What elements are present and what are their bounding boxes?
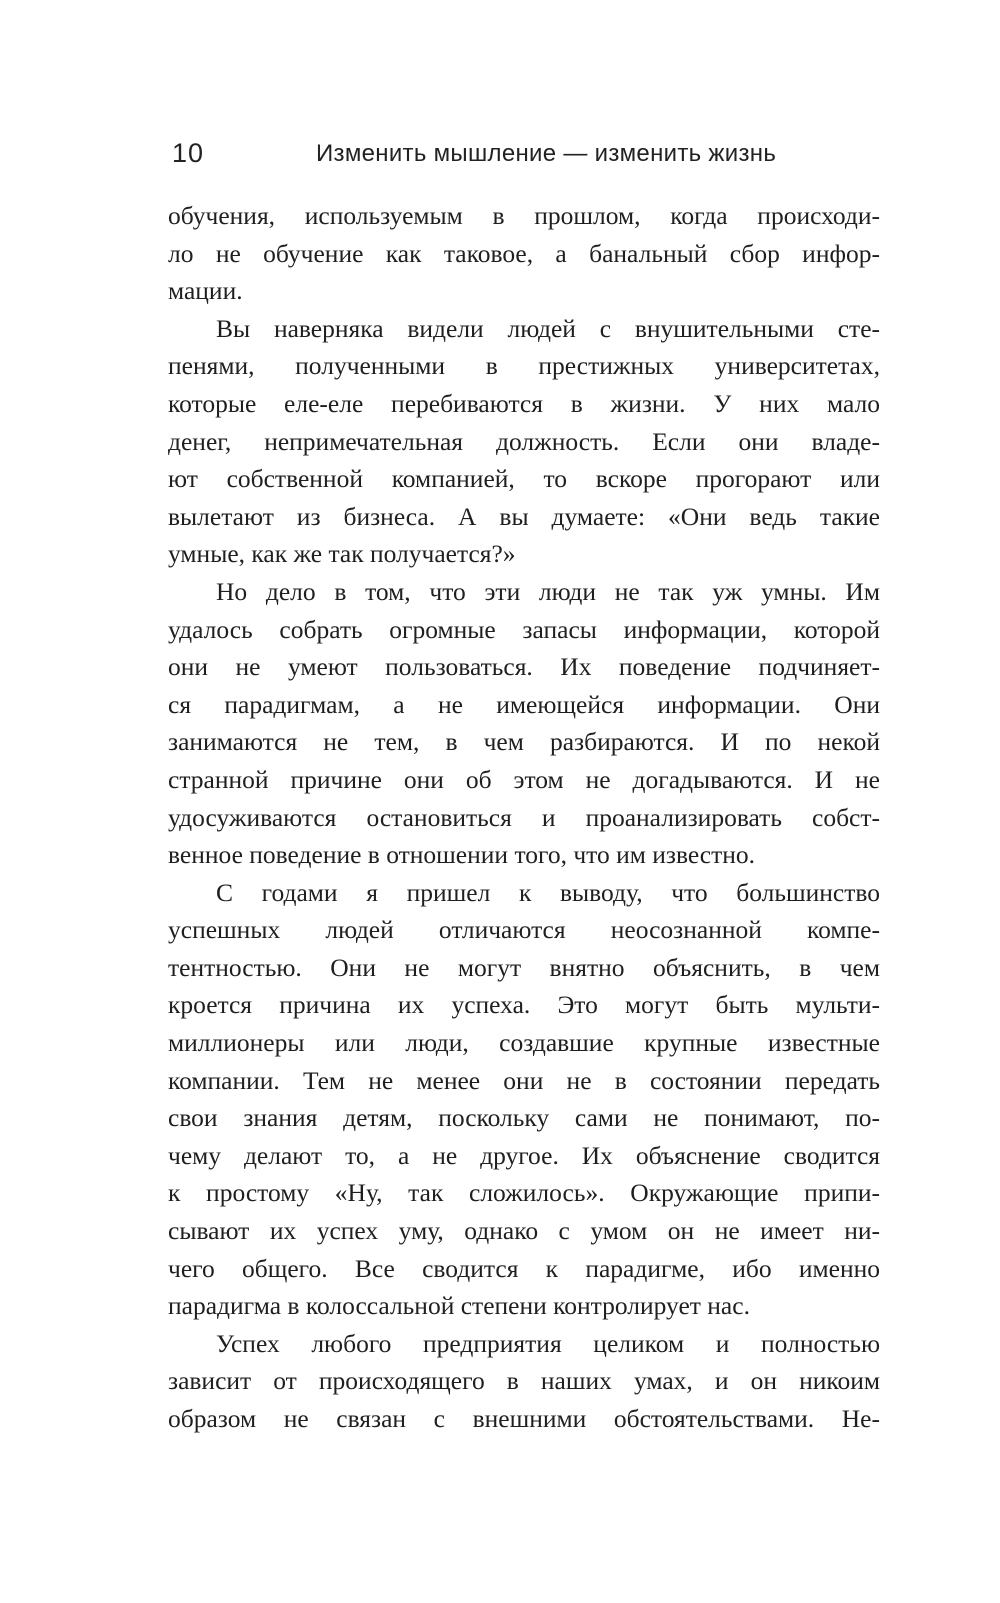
running-title: Изменить мышление — изменить жизнь [316, 140, 777, 167]
text-line: умные, как же так получается?» [168, 539, 516, 569]
text-line: компании. Тем не менее они не в состоянии передать [168, 1065, 880, 1095]
text-line: ся парадигмам, а не имеющейся информации. Они [168, 689, 880, 719]
text-line: чему делают то, а не другое. Их объяснение сводится [168, 1140, 880, 1170]
text-line: С годами я пришел к выводу, что большинство [216, 877, 880, 907]
text-line: Вы наверняка видели людей с внушительными сте- [216, 313, 880, 343]
text-line: занимаются не тем, в чем разбираются. И по некой [168, 727, 880, 757]
text-line: удосуживаются остановиться и проанализировать собст- [168, 802, 880, 832]
text-line: тентностью. Они не могут внятно объяснить, в чем [168, 952, 880, 982]
page-header [168, 138, 810, 178]
text-line: мации. [168, 276, 243, 306]
text-line: пенями, полученными в престижных университетах, [168, 351, 880, 381]
paragraph-2 [168, 310, 880, 573]
text-line: зависит от происходящего в наших умах, и он никоим [168, 1366, 880, 1396]
paragraph-5 [168, 1325, 880, 1438]
text-line: миллионеры или люди, создавшие крупные известные [168, 1028, 880, 1058]
text-line: Но дело в том, что эти люди не так уж умны. Им [216, 576, 880, 606]
text-line: кроется причина их успеха. Это могут быть мульти- [168, 990, 880, 1020]
text-line: успешных людей отличаются неосознанной компе- [168, 915, 880, 945]
text-line: парадигма в колоссальной степени контролирует нас. [168, 1291, 750, 1321]
text-line: свои знания детям, поскольку сами не понимают, по- [168, 1103, 880, 1133]
text-line: Успех любого предприятия целиком и полностью [216, 1328, 880, 1358]
text-line: вылетают из бизнеса. А вы думаете: «Они ведь такие [168, 501, 880, 531]
text-line: странной причине они об этом не догадываются. И не [168, 764, 880, 794]
text-line: денег, непримечательная должность. Если они владе- [168, 426, 880, 456]
text-line: венное поведение в отношении того, что им известно. [168, 840, 756, 870]
page-number: 10 [172, 138, 205, 168]
text-line: удалось собрать огромные запасы информации, которой [168, 614, 880, 644]
text-line: обучения, используемым в прошлом, когда происходи- [168, 201, 880, 230]
text-line: ло не обучение как таковое, а банальный сбор инфор- [168, 238, 880, 268]
paragraph-1 [168, 197, 880, 310]
text-line: они не умеют пользоваться. Их поведение подчиняет- [168, 652, 880, 682]
body-text [168, 197, 880, 1438]
text-line: образом не связан с внешними обстоятельствами. Не- [168, 1404, 880, 1433]
paragraph-4 [168, 874, 880, 1325]
text-line: чего общего. Все сводится к парадигме, ибо именно [168, 1253, 880, 1283]
text-line: к простому «Ну, так сложилось». Окружающие припи- [168, 1178, 880, 1208]
text-line: сывают их успех уму, однако с умом он не имеет ни- [168, 1216, 880, 1246]
paragraph-3 [168, 573, 880, 874]
text-line: ют собственной компанией, то вскоре прогорают или [168, 464, 880, 494]
text-line: которые еле-еле перебиваются в жизни. У них мало [168, 388, 880, 418]
